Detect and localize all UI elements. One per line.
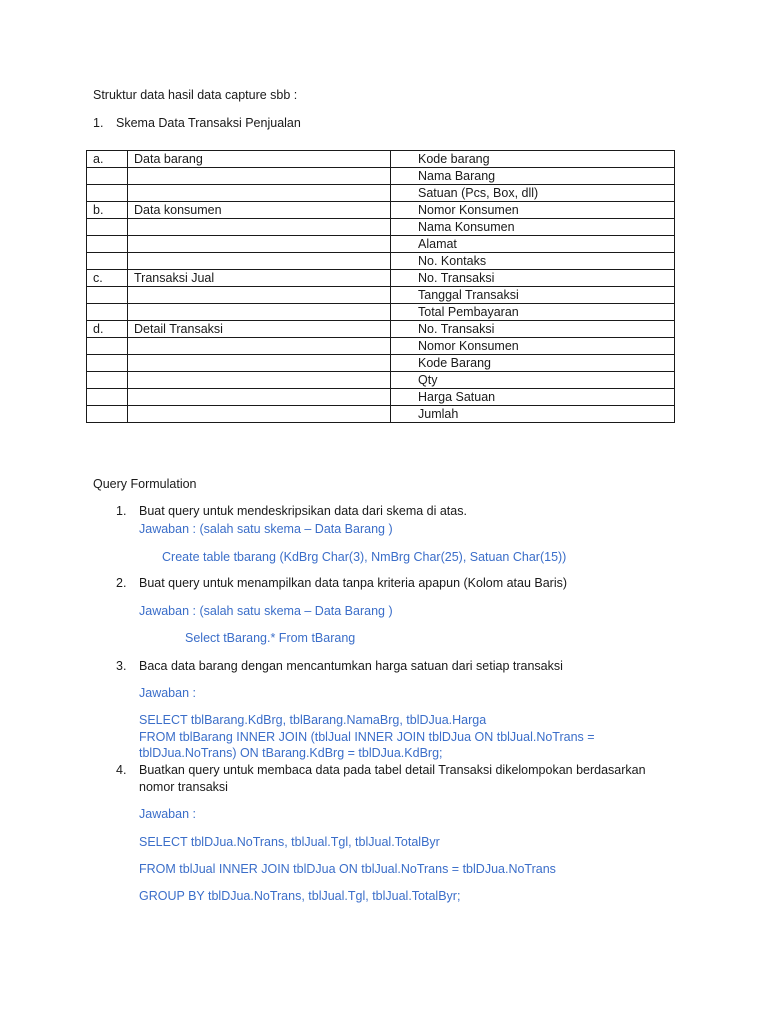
schema-field-cell: Jumlah bbox=[391, 406, 675, 423]
schema-group-cell: Data barang bbox=[128, 151, 391, 168]
schema-field-cell: Tanggal Transaksi bbox=[391, 287, 675, 304]
schema-letter-cell bbox=[87, 236, 128, 253]
schema-field-cell: Nama Konsumen bbox=[391, 219, 675, 236]
schema-row bbox=[87, 287, 675, 304]
question-4-answer-label: Jawaban : bbox=[139, 807, 196, 821]
schema-letter-cell bbox=[87, 406, 128, 423]
schema-field-cell: Kode Barang bbox=[391, 355, 675, 372]
schema-group-cell bbox=[128, 287, 391, 304]
schema-letter-cell: d. bbox=[87, 321, 128, 338]
schema-row bbox=[87, 270, 675, 287]
schema-row bbox=[87, 168, 675, 185]
schema-group-cell bbox=[128, 219, 391, 236]
schema-letter-cell bbox=[87, 219, 128, 236]
schema-group-cell bbox=[128, 355, 391, 372]
schema-letter-cell bbox=[87, 185, 128, 202]
schema-letter-cell bbox=[87, 304, 128, 321]
schema-letter-cell: b. bbox=[87, 202, 128, 219]
question-3-answer-line: FROM tblBarang INNER JOIN (tblJual INNER JOIN tblDJua ON tblJual.NoTrans = bbox=[139, 730, 595, 744]
schema-row bbox=[87, 355, 675, 372]
schema-field-cell: Alamat bbox=[391, 236, 675, 253]
schema-letter-cell bbox=[87, 389, 128, 406]
schema-row bbox=[87, 321, 675, 338]
question-2-answer-line: Select tBarang.* From tBarang bbox=[185, 631, 356, 645]
schema-group-cell bbox=[128, 406, 391, 423]
question-2-text: Buat query untuk menampilkan data tanpa kriteria apapun (Kolom atau Baris) bbox=[139, 576, 568, 590]
question-3-answer-line: SELECT tblBarang.KdBrg, tblBarang.NamaBrg, tblDJua.Harga bbox=[139, 713, 487, 727]
schema-letter-cell: a. bbox=[87, 151, 128, 168]
question-3-number: 3. bbox=[116, 659, 127, 673]
schema-row bbox=[87, 253, 675, 270]
question-1-number: 1. bbox=[116, 504, 127, 518]
schema-letter-cell bbox=[87, 355, 128, 372]
schema-letter-cell bbox=[87, 253, 128, 270]
question-4-answer-line: SELECT tblDJua.NoTrans, tblJual.Tgl, tblJual.TotalByr bbox=[139, 835, 440, 849]
question-4-text-line: nomor transaksi bbox=[139, 780, 228, 794]
question-2-answer-label: Jawaban : (salah satu skema – Data Barang ) bbox=[139, 604, 393, 618]
section-number: 1. bbox=[93, 116, 104, 130]
schema-field-cell: No. Kontaks bbox=[391, 253, 675, 270]
question-1-text: Buat query untuk mendeskripsikan data dari skema di atas. bbox=[139, 504, 467, 518]
schema-row bbox=[87, 406, 675, 423]
question-3-answer-label: Jawaban : bbox=[139, 686, 196, 700]
schema-field-cell: No. Transaksi bbox=[391, 270, 675, 287]
schema-field-cell: Total Pembayaran bbox=[391, 304, 675, 321]
schema-table bbox=[86, 150, 675, 423]
query-heading: Query Formulation bbox=[93, 477, 197, 491]
question-4-number: 4. bbox=[116, 763, 127, 777]
question-3-text: Baca data barang dengan mencantumkan harga satuan dari setiap transaksi bbox=[139, 659, 563, 673]
question-4-answer-line: FROM tblJual INNER JOIN tblDJua ON tblJual.NoTrans = tblDJua.NoTrans bbox=[139, 862, 556, 876]
schema-field-cell: Qty bbox=[391, 372, 675, 389]
schema-row bbox=[87, 304, 675, 321]
schema-group-cell: Detail Transaksi bbox=[128, 321, 391, 338]
schema-group-cell bbox=[128, 253, 391, 270]
schema-group-cell bbox=[128, 185, 391, 202]
schema-row bbox=[87, 219, 675, 236]
schema-row bbox=[87, 236, 675, 253]
schema-row bbox=[87, 389, 675, 406]
schema-row bbox=[87, 185, 675, 202]
schema-group-cell bbox=[128, 236, 391, 253]
schema-letter-cell bbox=[87, 287, 128, 304]
schema-letter-cell bbox=[87, 338, 128, 355]
schema-table-body bbox=[87, 151, 675, 423]
schema-letter-cell bbox=[87, 168, 128, 185]
schema-field-cell: Harga Satuan bbox=[391, 389, 675, 406]
schema-letter-cell bbox=[87, 372, 128, 389]
schema-field-cell: Nomor Konsumen bbox=[391, 202, 675, 219]
question-1-answer-line: Create table tbarang (KdBrg Char(3), NmBrg Char(25), Satuan Char(15)) bbox=[162, 550, 567, 564]
schema-letter-cell: c. bbox=[87, 270, 128, 287]
question-4-answer-line: GROUP BY tblDJua.NoTrans, tblJual.Tgl, tblJual.TotalByr; bbox=[139, 889, 461, 903]
schema-row bbox=[87, 151, 675, 168]
schema-field-cell: No. Transaksi bbox=[391, 321, 675, 338]
schema-group-cell bbox=[128, 168, 391, 185]
schema-field-cell: Nomor Konsumen bbox=[391, 338, 675, 355]
schema-group-cell: Transaksi Jual bbox=[128, 270, 391, 287]
question-2-number: 2. bbox=[116, 576, 127, 590]
schema-row bbox=[87, 338, 675, 355]
question-1-answer-label: Jawaban : (salah satu skema – Data Barang ) bbox=[139, 522, 393, 536]
schema-row bbox=[87, 372, 675, 389]
question-3-answer-line: tblDJua.NoTrans) ON tBarang.KdBrg = tblDJua.KdBrg; bbox=[139, 746, 443, 760]
schema-group-cell: Data konsumen bbox=[128, 202, 391, 219]
intro-text: Struktur data hasil data capture sbb : bbox=[93, 88, 298, 102]
schema-field-cell: Nama Barang bbox=[391, 168, 675, 185]
question-4-text-line: Buatkan query untuk membaca data pada tabel detail Transaksi dikelompokan berdasarkan bbox=[139, 763, 646, 777]
schema-field-cell: Satuan (Pcs, Box, dll) bbox=[391, 185, 675, 202]
schema-row bbox=[87, 202, 675, 219]
schema-field-cell: Kode barang bbox=[391, 151, 675, 168]
schema-group-cell bbox=[128, 304, 391, 321]
schema-group-cell bbox=[128, 389, 391, 406]
schema-group-cell bbox=[128, 372, 391, 389]
schema-group-cell bbox=[128, 338, 391, 355]
section-title: Skema Data Transaksi Penjualan bbox=[116, 116, 301, 130]
